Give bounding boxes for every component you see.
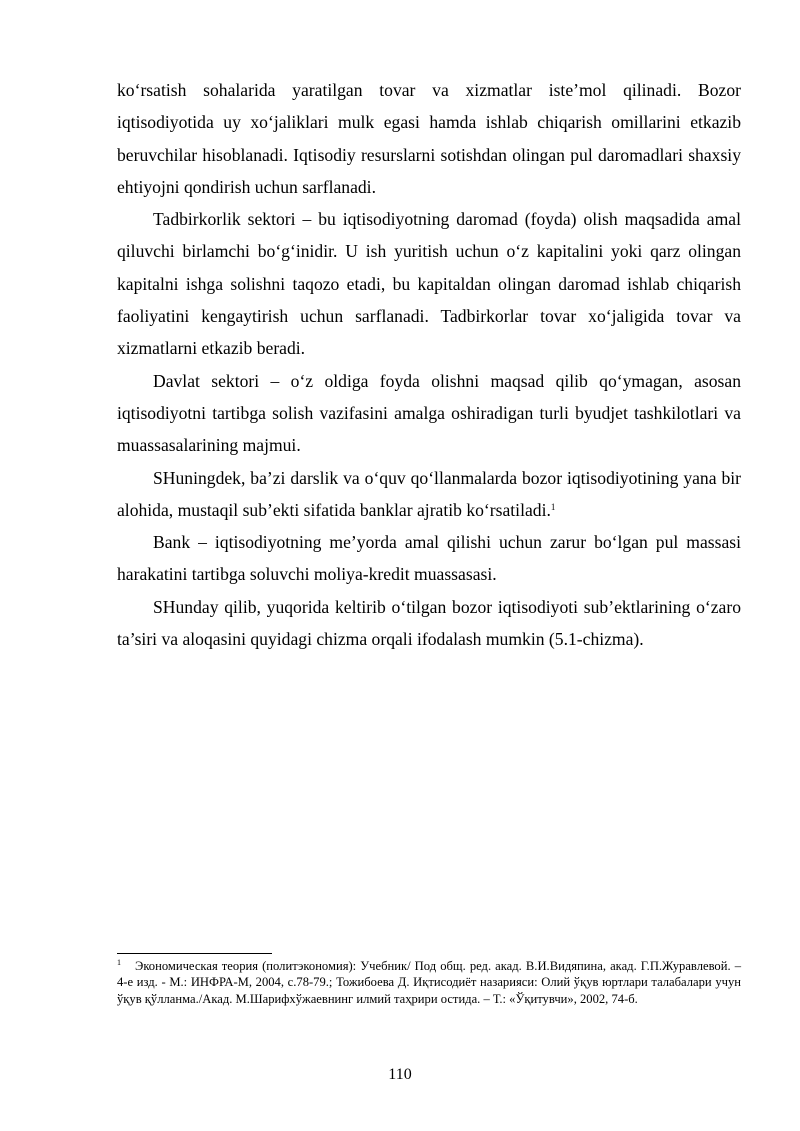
body-text bbox=[117, 74, 741, 655]
paragraph-4-text: SHuningdek, ba’zi darslik va o‘quv qo‘llanmalarda bozor iqtisodiyotining yana bir alohida, mustaqil sub’ekti sifatida banklar ajratib ko‘rsatiladi. bbox=[117, 467, 741, 520]
paragraph-3 bbox=[117, 365, 741, 462]
paragraph-6 bbox=[117, 591, 741, 656]
footnote-text: Экономическая теория (политэкономия): Учебник/ Под общ. ред. акад. В.И.Видяпина, акад. Г.П.Журавлевой. – 4-е изд. - М.: ИНФРА-М, 2004, с.78-79.; Тожибоева Д. Иқтисодиёт назарияси: Олий ўқув юртлари талабалари учун ўқув қўлланма./Акад. М.Шарифхўжаевнинг илмий таҳрири остида. – Т.: «Ўқитувчи», 2002, 74-б. bbox=[117, 959, 741, 1006]
paragraph-1-text: ko‘rsatish sohalarida yaratilgan tovar va xizmatlar iste’mol qilinadi. Bozor iqtisodiyotida uy xo‘jaliklari mulk egasi hamda ishlab chiqarish omillarini etkazib beruvchilar hisoblanadi. Iqtisodiy resurslarni sotishdan olingan pul daromadlari shaxsiy ehtiyojni qondirish uchun sarflanadi. bbox=[117, 80, 741, 197]
footnote-reference[interactable]: 1 bbox=[550, 501, 556, 512]
footnote bbox=[117, 958, 741, 1007]
paragraph-6-text: SHunday qilib, yuqorida keltirib o‘tilgan bozor iqtisodiyoti sub’ektlarining o‘zaro ta’siri va aloqasini quyidagi chizma orqali ifodalash mumkin (5.1-chizma). bbox=[117, 596, 741, 650]
footnote-divider bbox=[117, 953, 272, 954]
paragraph-3-text: Davlat sektori – o‘z oldiga foyda olishni maqsad qilib qo‘ymagan, asosan iqtisodiyotni tartibga solish vazifasini amalga oshiradigan turli byudjet tashkilotlari va muassasalarining majmui. bbox=[117, 370, 741, 456]
footnote-marker: 1 bbox=[117, 958, 121, 967]
paragraph-1 bbox=[117, 74, 741, 203]
paragraph-2-text: Tadbirkorlik sektori – bu iqtisodiyotning daromad (foyda) olish maqsadida amal qiluvchi birlamchi bo‘g‘inidir. U ish yuritish uchun o‘z kapitalini yoki qarz olingan kapitalni ishga solishni taqozo etadi, bu kapitaldan olingan daromad ishlab chiqarish faoliyatini kengaytirish uchun sarflanadi. Tadbirkorlar tovar xo‘jaligida tovar va xizmatlarni etkazib beradi. bbox=[117, 209, 741, 359]
paragraph-5 bbox=[117, 526, 741, 591]
paragraph-5-text: Bank – iqtisodiyotning me’yorda amal qilishi uchun zarur bo‘lgan pul massasi harakatini tartibga soluvchi moliya-kredit muassasasi. bbox=[117, 532, 741, 585]
paragraph-4 bbox=[117, 462, 741, 527]
paragraph-2 bbox=[117, 203, 741, 364]
page-number: 110 bbox=[388, 1066, 412, 1083]
